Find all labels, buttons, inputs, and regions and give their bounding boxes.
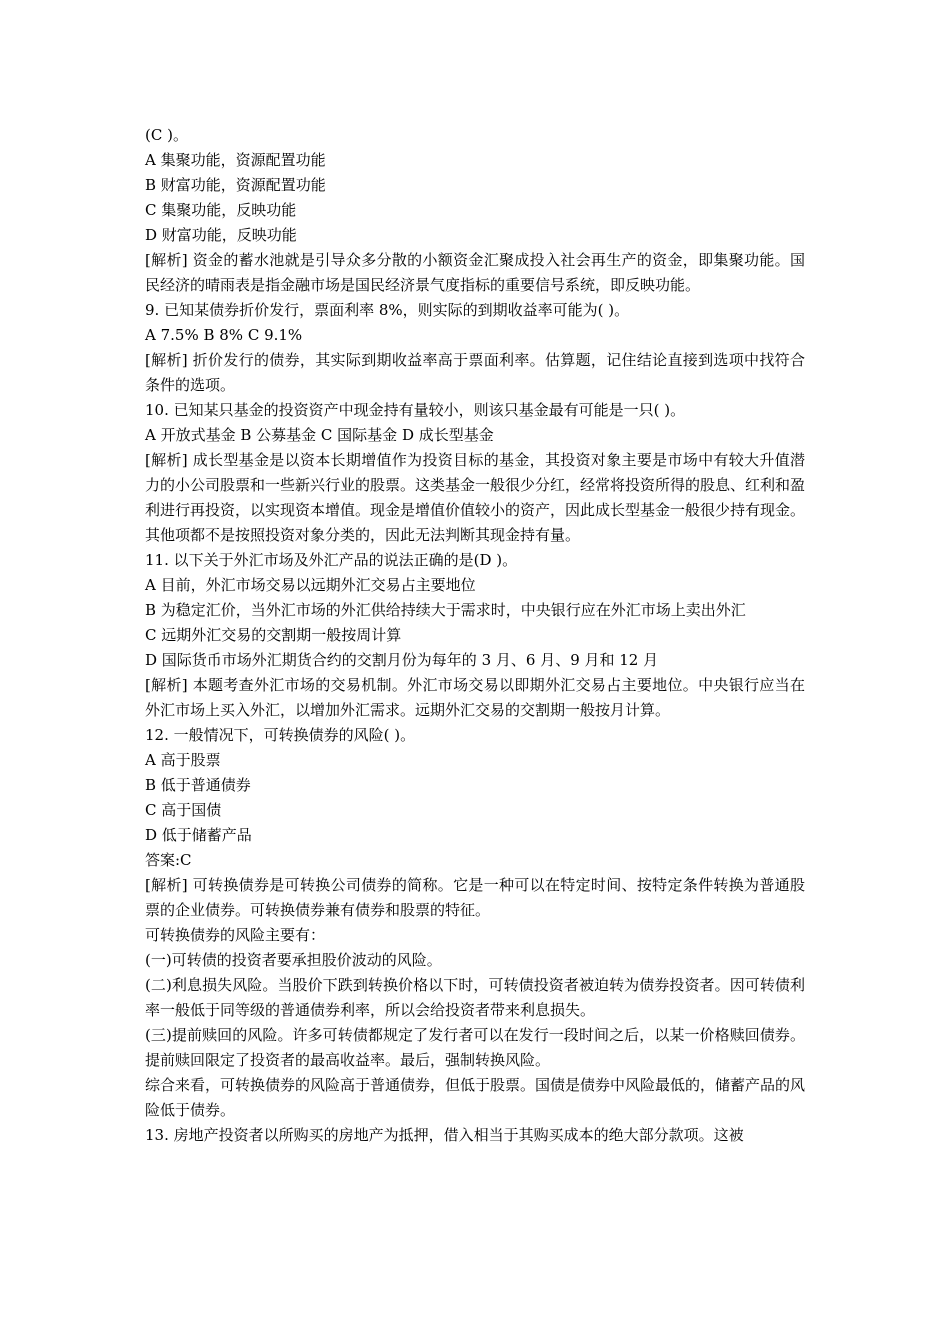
analysis-paragraph: [解析] 可转换债券是可转换公司债券的简称。它是一种可以在特定时间、按特定条件转换为普通股票的企业债券。可转换债券兼有债券和股票的特征。	[145, 876, 805, 919]
question-11: 11. 以下关于外汇市场及外汇产品的说法正确的是(D )。	[145, 551, 518, 569]
risk-item: (三)提前赎回的风险。许多可转债都规定了发行者可以在发行一段时间之后，以某一价格赎回债券。提前赎回限定了投资者的最高收益率。最后，强制转换风险。	[145, 1026, 805, 1069]
analysis-paragraph: [解析] 资金的蓄水池就是引导众多分散的小额资金汇聚成投入社会再生产的资金，即集聚功能。国民经济的晴雨表是指金融市场是国民经济景气度指标的重要信号系统，即反映功能。	[145, 251, 805, 294]
option-line: B 财富功能，资源配置功能	[145, 176, 326, 194]
option-line: B 低于普通债券	[145, 776, 251, 794]
option-line: B 为稳定汇价，当外汇市场的外汇供给持续大于需求时，中央银行应在外汇市场上卖出外汇	[145, 601, 746, 619]
option-line: A 开放式基金 B 公募基金 C 国际基金 D 成长型基金	[145, 426, 494, 444]
question-9: 9. 已知某债券折价发行，票面利率 8%，则实际的到期收益率可能为( )。	[145, 301, 630, 319]
question-12: 12. 一般情况下，可转换债券的风险( )。	[145, 726, 416, 744]
question-10: 10. 已知某只基金的投资资产中现金持有量较小，则该只基金最有可能是一只( )。	[145, 401, 686, 419]
option-line: D 国际货币市场外汇期货合约的交割月份为每年的 3 月、6 月、9 月和 12 月	[145, 651, 659, 669]
document-body	[145, 123, 805, 1148]
option-line: A 7.5% B 8% C 9.1%	[145, 326, 303, 344]
risk-item: (一)可转债的投资者要承担股价波动的风险。	[145, 951, 442, 969]
option-line: D 财富功能，反映功能	[145, 226, 297, 244]
option-line: C 高于国债	[145, 801, 222, 819]
analysis-paragraph: [解析] 成长型基金是以资本长期增值作为投资目标的基金，其投资对象主要是市场中有较大升值潜力的小公司股票和一些新兴行业的股票。这类基金一般很少分红，经常将投资所得的股息、红利和盈利进行再投资，以实现资本增值。现金是增值价值较小的资产，因此成长型基金一般很少持有现金。其他项都不是按照投资对象分类的，因此无法判断其现金持有量。	[145, 451, 806, 544]
risk-item: (二)利息损失风险。当股价下跌到转换价格以下时，可转债投资者被迫转为债券投资者。因可转债利率一般低于同等级的普通债券利率，所以会给投资者带来利息损失。	[145, 976, 805, 1019]
option-line: C 集聚功能，反映功能	[145, 201, 297, 219]
answer-line: 答案:C	[145, 851, 192, 869]
analysis-paragraph: [解析] 折价发行的债券，其实际到期收益率高于票面利率。估算题，记住结论直接到选项中找符合条件的选项。	[145, 351, 805, 394]
summary-paragraph: 综合来看，可转换债券的风险高于普通债券，但低于股票。国债是债券中风险最低的，储蓄产品的风险低于债券。	[145, 1076, 806, 1119]
analysis-paragraph: [解析] 本题考查外汇市场的交易机制。外汇市场交易以即期外汇交易占主要地位。中央银行应当在外汇市场上买入外汇，以增加外汇需求。远期外汇交易的交割期一般按月计算。	[145, 676, 805, 719]
option-line: A 集聚功能，资源配置功能	[145, 151, 326, 169]
question-13: 13. 房地产投资者以所购买的房地产为抵押，借入相当于其购买成本的绝大部分款项。这被	[145, 1126, 744, 1144]
option-line: C 远期外汇交易的交割期一般按周计算	[145, 626, 402, 644]
text-line: (C )。	[145, 126, 188, 144]
option-line: A 高于股票	[145, 751, 221, 769]
text-line: 可转换债券的风险主要有：	[145, 926, 326, 944]
option-line: D 低于储蓄产品	[145, 826, 252, 844]
option-line: A 目前，外汇市场交易以远期外汇交易占主要地位	[145, 576, 476, 594]
